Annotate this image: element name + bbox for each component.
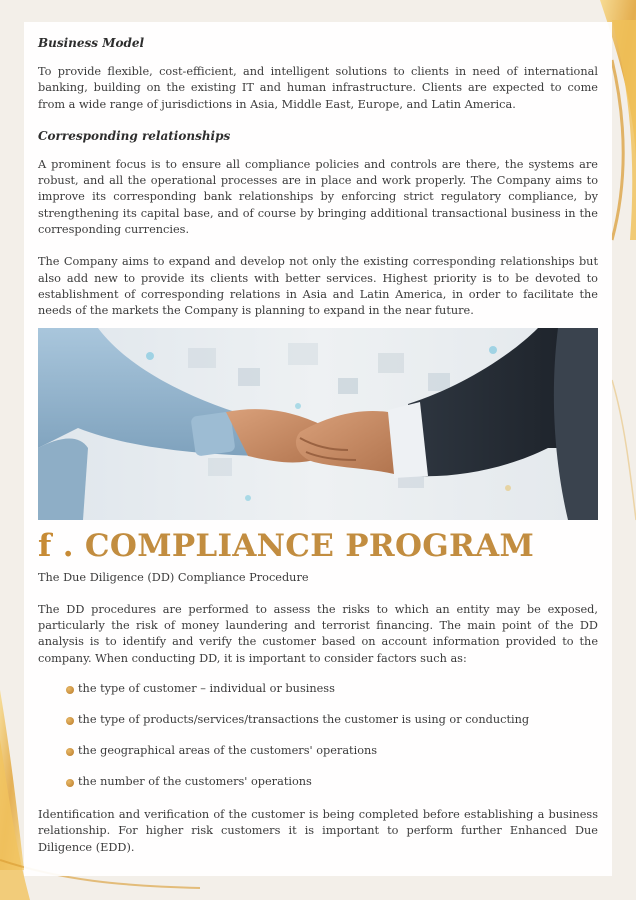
dd-factors-list <box>38 681 598 805</box>
list-item: the type of customer – individual or business <box>66 681 598 712</box>
business-model-heading: Business Model <box>38 36 145 50</box>
section-title <box>38 524 598 568</box>
bullet-dot-icon <box>66 717 74 725</box>
document-page <box>24 22 612 876</box>
dd-intro-text: The DD procedures are performed to assess the risks to which an entity may be exposed, particularly the risk of money laundering and terrorist financing. The main point of the DD analysis is to identify and verify the customer based on account information provided to the company. When conducting DD, it is important to consider factors such as: <box>38 602 598 665</box>
bullet-dot-icon <box>66 779 74 787</box>
list-item: the geographical areas of the customers' operations <box>66 743 598 774</box>
page-content <box>38 36 598 856</box>
corresponding-paragraph-2: The Company aims to expand and develop not only the existing corresponding relationships but also add new to provide its clients with better services. Highest priority is to be devoted to establishment of corresponding relations in Asia and Latin America, in order to facilitate the needs of the markets the Company is planning to expand in the near future. <box>38 255 598 318</box>
business-model-text: To provide flexible, cost-efficient, and intelligent solutions to clients in need of international banking, building on the existing IT and human infrastructure. Clients are expected to come from a wide range of jurisdictions in Asia, Middle East, Europe, and Latin America. <box>38 65 598 111</box>
list-item: the number of the customers' operations <box>66 774 598 805</box>
dd-closing-text: Identification and verification of the customer is being completed before establishing a business relationship. For higher risk customers it is important to perform further Enhanced Due Diligence (EDD). <box>38 808 598 854</box>
corresponding-paragraph-1: A prominent focus is to ensure all compliance policies and controls are there, the systems are robust, and all the operational processes are in place and work properly. The Company aims to improve its corresponding bank relationships by enforcing strict regulatory compliance, by strengthening its capital base, and of course by bringing additional transactional business in the corresponding currencies. <box>38 157 598 237</box>
section-letter: f . <box>38 527 74 564</box>
list-item: the type of products/services/transactions the customer is using or conducting <box>66 712 598 743</box>
handshake-photo <box>38 328 598 520</box>
section-title-text: COMPLIANCE PROGRAM <box>84 527 535 564</box>
bullet-dot-icon <box>66 686 74 694</box>
corresponding-heading: Corresponding relationships <box>38 128 231 143</box>
bullet-dot-icon <box>66 748 74 756</box>
dd-procedure-subtitle: The Due Diligence (DD) Compliance Procedure <box>38 570 309 584</box>
